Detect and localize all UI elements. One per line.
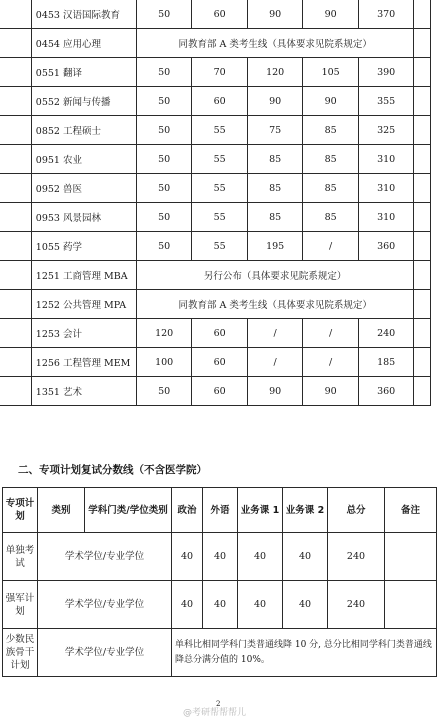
course2-cell: 40	[283, 581, 328, 629]
course2-cell: 85	[303, 145, 359, 174]
foreign-cell: 60	[192, 377, 248, 406]
major-name-cell: 1256 工程管理 MEM	[31, 348, 136, 377]
blank-cell	[414, 87, 431, 116]
total-cell: 240	[328, 533, 385, 581]
blank-cell	[414, 145, 431, 174]
course1-cell: 85	[247, 145, 303, 174]
header-foreign: 外语	[203, 488, 238, 533]
row-index-cell	[0, 29, 31, 58]
foreign-cell: 40	[203, 533, 238, 581]
rule-cell: 同教育部 A 类考生线（具体要求见院系规定）	[136, 290, 414, 319]
total-cell: 360	[358, 377, 414, 406]
total-cell: 240	[328, 581, 385, 629]
major-name-cell: 0951 农业	[31, 145, 136, 174]
type-cell: 学术学位/专业学位	[38, 581, 172, 629]
major-name-cell: 0952 兽医	[31, 174, 136, 203]
politics-cell: 50	[136, 377, 192, 406]
row-index-cell	[0, 203, 31, 232]
rule-cell: 另行公布（具体要求见院系规定）	[136, 261, 414, 290]
blank-cell	[414, 261, 431, 290]
total-cell: 310	[358, 174, 414, 203]
politics-cell: 50	[136, 232, 192, 261]
plan-cell: 少数民族骨干计划	[3, 629, 38, 677]
foreign-cell: 55	[192, 174, 248, 203]
table-row	[0, 29, 431, 58]
row-index-cell	[0, 58, 31, 87]
major-name-cell: 0454 应用心理	[31, 29, 136, 58]
major-name-cell: 1252 公共管理 MPA	[31, 290, 136, 319]
course1-cell: 120	[247, 58, 303, 87]
table-row	[3, 533, 437, 581]
table-row	[0, 290, 431, 319]
total-cell: 240	[358, 319, 414, 348]
total-cell: 325	[358, 116, 414, 145]
table-row	[0, 377, 431, 406]
course1-cell: /	[247, 348, 303, 377]
course1-cell: 90	[247, 87, 303, 116]
politics-cell: 40	[172, 533, 203, 581]
total-cell: 310	[358, 203, 414, 232]
blank-cell	[414, 319, 431, 348]
rule-cell: 同教育部 A 类考生线（具体要求见院系规定）	[136, 29, 414, 58]
plan-cell: 强军计划	[3, 581, 38, 629]
course1-cell: 40	[238, 533, 283, 581]
course1-cell: /	[247, 319, 303, 348]
plan-cell: 单独考试	[3, 533, 38, 581]
course2-cell: 90	[303, 87, 359, 116]
total-cell: 310	[358, 145, 414, 174]
table-row	[0, 0, 431, 29]
politics-cell: 120	[136, 319, 192, 348]
major-name-cell: 1055 药学	[31, 232, 136, 261]
blank-cell	[414, 232, 431, 261]
score-table-special-plan	[2, 487, 437, 677]
politics-cell: 50	[136, 87, 192, 116]
blank-cell	[414, 29, 431, 58]
course2-cell: 85	[303, 203, 359, 232]
politics-cell: 50	[136, 145, 192, 174]
table-row	[3, 581, 437, 629]
course2-cell: /	[303, 232, 359, 261]
politics-cell: 50	[136, 203, 192, 232]
course2-cell: 40	[283, 533, 328, 581]
type-cell: 学术学位/专业学位	[38, 533, 172, 581]
table-row	[0, 58, 431, 87]
course1-cell: 75	[247, 116, 303, 145]
course2-cell: /	[303, 319, 359, 348]
section-title: 二、专项计划复试分数线（不含医学院）	[18, 464, 207, 476]
table-row	[0, 116, 431, 145]
row-index-cell	[0, 0, 31, 29]
politics-cell: 50	[136, 116, 192, 145]
course2-cell: 85	[303, 174, 359, 203]
header-course2: 业务课 2	[283, 488, 328, 533]
blank-cell	[414, 203, 431, 232]
course1-cell: 85	[247, 203, 303, 232]
row-index-cell	[0, 174, 31, 203]
type-cell: 学术学位/专业学位	[38, 629, 172, 677]
course1-cell: 85	[247, 174, 303, 203]
blank-cell	[414, 348, 431, 377]
header-note: 备注	[385, 488, 437, 533]
row-index-cell	[0, 377, 31, 406]
rule-cell: 单科比相同学科门类普通线降 10 分, 总分比相同学科门类普通线降总分满分值的 10%。	[172, 629, 437, 677]
table-row	[0, 348, 431, 377]
note-cell	[385, 581, 437, 629]
total-cell: 360	[358, 232, 414, 261]
course2-cell: /	[303, 348, 359, 377]
major-name-cell: 0551 翻译	[31, 58, 136, 87]
header-course1: 业务课 1	[238, 488, 283, 533]
course1-cell: 90	[247, 377, 303, 406]
course1-cell: 195	[247, 232, 303, 261]
row-index-cell	[0, 319, 31, 348]
major-name-cell: 1253 会计	[31, 319, 136, 348]
watermark: @考研帮帮帮儿	[183, 708, 247, 718]
course2-cell: 105	[303, 58, 359, 87]
blank-cell	[414, 58, 431, 87]
foreign-cell: 70	[192, 58, 248, 87]
blank-cell	[414, 0, 431, 29]
header-plan: 专项计划	[3, 488, 38, 533]
politics-cell: 50	[136, 0, 192, 29]
table-row	[3, 629, 437, 677]
course2-cell: 85	[303, 116, 359, 145]
note-cell	[385, 533, 437, 581]
politics-cell: 40	[172, 581, 203, 629]
row-index-cell	[0, 232, 31, 261]
major-name-cell: 1251 工商管理 MBA	[31, 261, 136, 290]
total-cell: 185	[358, 348, 414, 377]
header-field: 学科门类/学位类别	[85, 488, 172, 533]
table-row	[0, 319, 431, 348]
page-number: 2	[216, 700, 221, 708]
course1-cell: 90	[247, 0, 303, 29]
foreign-cell: 60	[192, 348, 248, 377]
foreign-cell: 60	[192, 319, 248, 348]
total-cell: 355	[358, 87, 414, 116]
header-politics: 政治	[172, 488, 203, 533]
header-row	[3, 488, 437, 533]
major-name-cell: 0852 工程硕士	[31, 116, 136, 145]
foreign-cell: 60	[192, 0, 248, 29]
table-row	[0, 174, 431, 203]
header-total: 总分	[328, 488, 385, 533]
politics-cell: 100	[136, 348, 192, 377]
course2-cell: 90	[303, 377, 359, 406]
foreign-cell: 55	[192, 116, 248, 145]
major-name-cell: 0953 风景园林	[31, 203, 136, 232]
row-index-cell	[0, 116, 31, 145]
foreign-cell: 40	[203, 581, 238, 629]
row-index-cell	[0, 261, 31, 290]
table-row	[0, 232, 431, 261]
table-row	[0, 203, 431, 232]
foreign-cell: 55	[192, 232, 248, 261]
politics-cell: 50	[136, 174, 192, 203]
blank-cell	[414, 116, 431, 145]
major-name-cell: 0453 汉语国际教育	[31, 0, 136, 29]
course2-cell: 90	[303, 0, 359, 29]
major-name-cell: 0552 新闻与传播	[31, 87, 136, 116]
row-index-cell	[0, 290, 31, 319]
foreign-cell: 60	[192, 87, 248, 116]
header-type: 类别	[38, 488, 85, 533]
blank-cell	[414, 377, 431, 406]
table-row	[0, 145, 431, 174]
blank-cell	[414, 174, 431, 203]
foreign-cell: 55	[192, 203, 248, 232]
blank-cell	[414, 290, 431, 319]
row-index-cell	[0, 348, 31, 377]
row-index-cell	[0, 145, 31, 174]
table-row	[0, 261, 431, 290]
row-index-cell	[0, 87, 31, 116]
foreign-cell: 55	[192, 145, 248, 174]
table-row	[0, 87, 431, 116]
major-name-cell: 1351 艺术	[31, 377, 136, 406]
total-cell: 390	[358, 58, 414, 87]
course1-cell: 40	[238, 581, 283, 629]
politics-cell: 50	[136, 58, 192, 87]
total-cell: 370	[358, 0, 414, 29]
